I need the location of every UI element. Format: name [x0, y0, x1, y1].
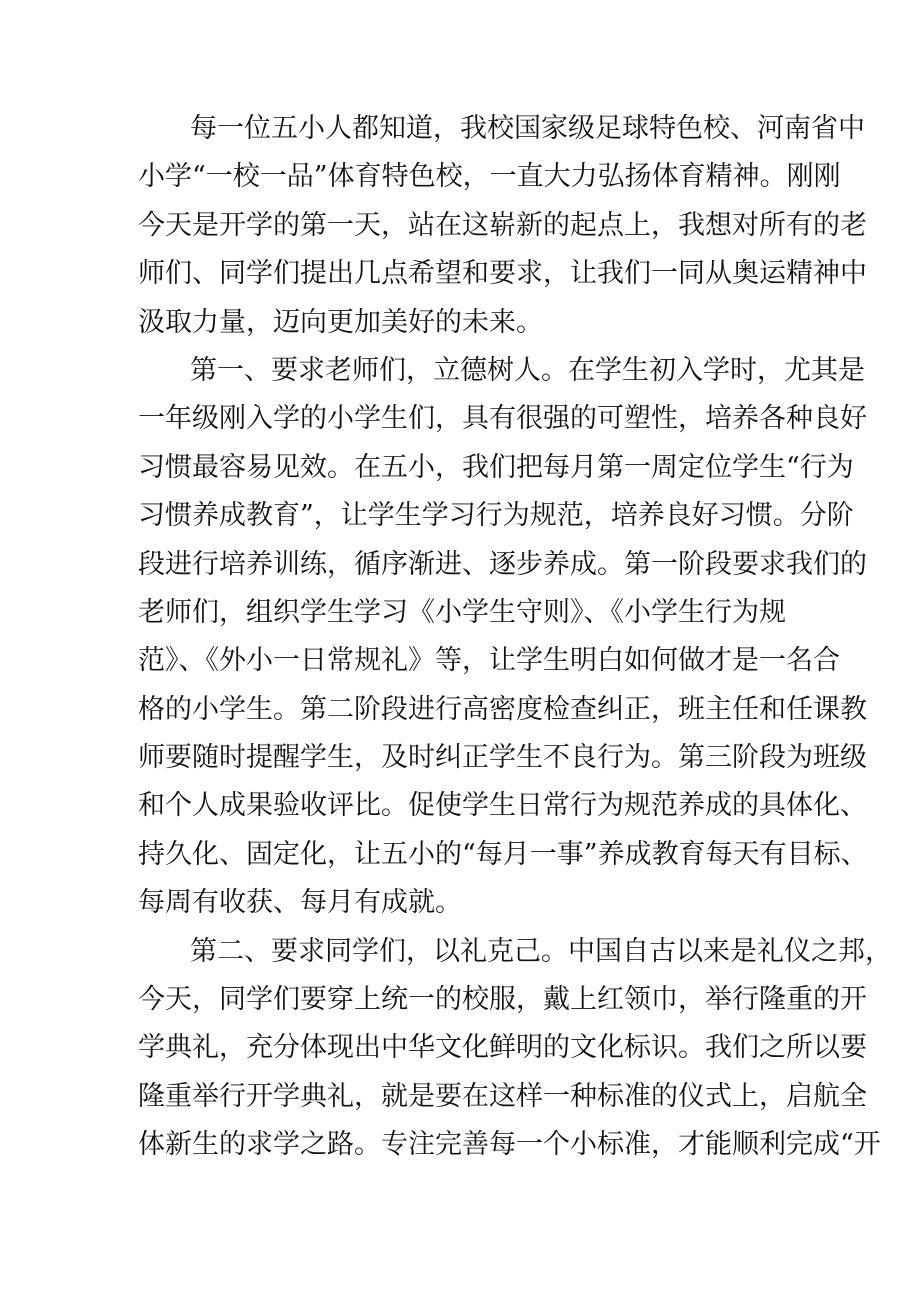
- paragraph-2-line: 习惯最容易见效。在五小，我们把每月第一周定位学生“行为: [138, 451, 854, 483]
- paragraph-3-line: 学典礼，充分体现出中华文化鲜明的文化标识。我们之所以要: [138, 1032, 867, 1064]
- paragraph-2-line: 每周有收获、每月有成就。: [138, 887, 462, 919]
- paragraph-2-line: 习惯养成教育”，让学生学习行为规范，培养良好习惯。分阶: [138, 500, 854, 532]
- paragraph-1-line: 每一位五小人都知道，我校国家级足球特色校、河南省中: [190, 113, 865, 144]
- paragraph-1-line: 汲取力量，迈向更加美好的未来。: [138, 306, 543, 338]
- paragraph-3-line: 体新生的求学之路。专注完善每一个小标准，才能顺利完成“开: [138, 1129, 881, 1161]
- paragraph-2-line: 一年级刚入学的小学生们，具有很强的可塑性，培养各种良好: [138, 403, 867, 435]
- paragraph-2-line: 段进行培养训练，循序渐进、逐步养成。第一阶段要求我们的: [138, 548, 867, 580]
- paragraph-2-line: 格的小学生。第二阶段进行高密度检查纠正，班主任和任课教: [138, 693, 867, 725]
- paragraph-3-line: 隆重举行开学典礼，就是要在这样一种标准的仪式上，启航全: [138, 1080, 867, 1112]
- paragraph-2-line: 和个人成果验收评比。促使学生日常行为规范养成的具体化、: [138, 790, 867, 822]
- paragraph-2-line: 范》、《外小一日常规礼》等，让学生明白如何做才是一名合: [138, 645, 840, 677]
- paragraph-1-line: 今天是开学的第一天，站在这崭新的起点上，我想对所有的老: [138, 209, 867, 241]
- paragraph-3-line: 今天，同学们要穿上统一的校服，戴上红领巾，举行隆重的开: [138, 984, 867, 1016]
- paragraph-3-line: 第二、要求同学们，以礼克己。中国自古以来是礼仪之邦，: [190, 935, 892, 967]
- paragraph-2-line: 第一、要求老师们，立德树人。在学生初入学时，尤其是: [190, 354, 865, 386]
- paragraph-2-line: 师要随时提醒学生，及时纠正学生不良行为。第三阶段为班级: [138, 742, 867, 774]
- paragraph-2-line: 持久化、固定化，让五小的“每月一事”养成教育每天有目标、: [138, 838, 868, 870]
- paragraph-1-line: 师们、同学们提出几点希望和要求，让我们一同从奥运精神中: [138, 258, 867, 290]
- paragraph-1-line: 小学“一校一品”体育特色校，一直大力弘扬体育精神。刚刚: [138, 161, 841, 193]
- paragraph-2-line: 老师们，组织学生学习《小学生守则》、《小学生行为规: [138, 596, 786, 628]
- body-text: [138, 105, 892, 1170]
